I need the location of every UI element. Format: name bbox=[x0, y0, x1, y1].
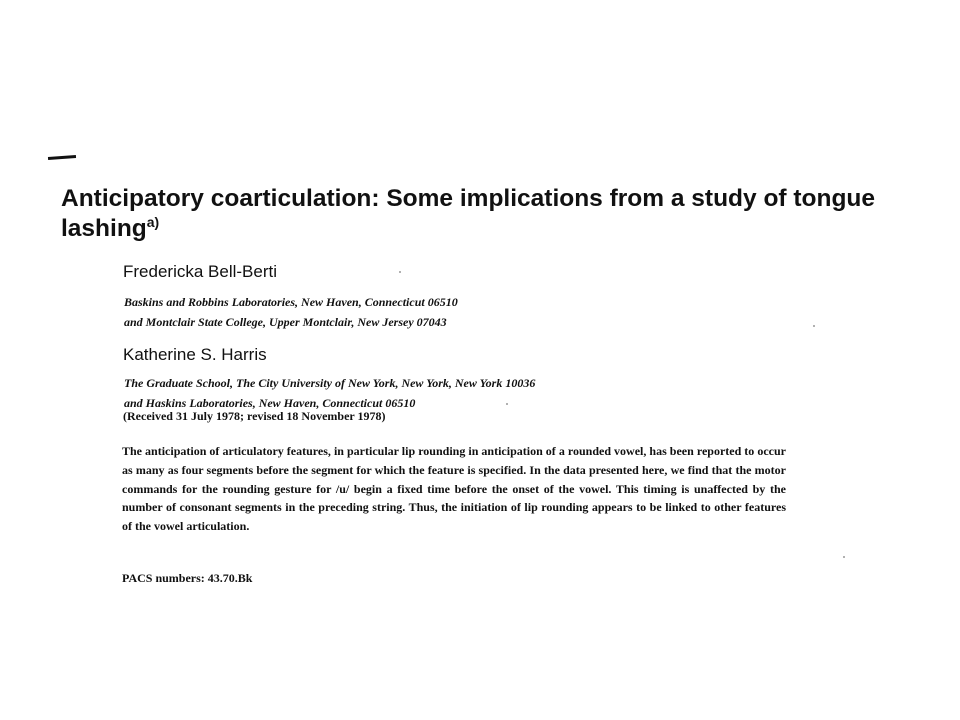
author-name-2: Katherine S. Harris bbox=[123, 345, 267, 364]
scan-speck bbox=[506, 403, 508, 405]
affiliation-line: and Montclair State College, Upper Montclair, New Jersey 07043 bbox=[124, 315, 447, 329]
affiliation-line: Baskins and Robbins Laboratories, New Haven, Connecticut 06510 bbox=[124, 295, 458, 309]
author-affiliation-2 bbox=[124, 373, 535, 413]
scan-speck bbox=[843, 556, 845, 558]
scan-speck bbox=[813, 325, 815, 327]
received-dates: (Received 31 July 1978; revised 18 November 1978) bbox=[123, 409, 386, 423]
title-footnote-marker: a) bbox=[146, 213, 160, 230]
paper-title bbox=[61, 184, 881, 244]
title-text: Anticipatory coarticulation: Some implications from a study of tongue lashing bbox=[61, 185, 876, 242]
author-name-1: Fredericka Bell-Berti bbox=[123, 262, 277, 281]
affiliation-line: The Graduate School, The City University of New York, New York, New York 10036 bbox=[124, 376, 536, 390]
author-affiliation-1 bbox=[124, 292, 458, 332]
stray-dash-mark bbox=[48, 155, 76, 160]
pacs-numbers: PACS numbers: 43.70.Bk bbox=[122, 571, 253, 585]
affiliation-line: and Haskins Laboratories, New Haven, Connecticut 06510 bbox=[124, 396, 416, 410]
abstract: The anticipation of articulatory features, in particular lip rounding in anticipation of a rounded vowel, has been reported to occur as many as four segments before the segment for which the feature is specified. In the data presented here, we find that the motor commands for the rounding gesture for /u/ begin a fixed time before the onset of the vowel. This timing is unaffected by the number of consonant segments in the preceding string. Thus, the initiation of lip rounding appears to be linked to other features of the vowel articulation. bbox=[122, 444, 786, 534]
scan-speck bbox=[399, 271, 401, 273]
